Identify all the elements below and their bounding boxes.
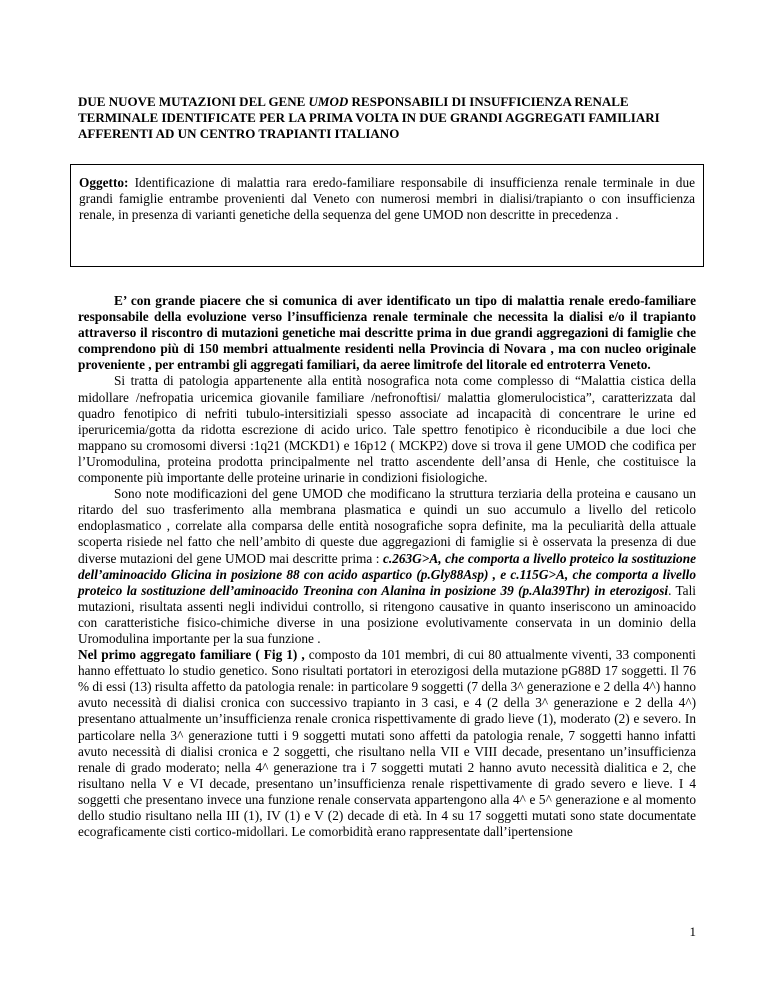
subject-box bbox=[70, 164, 704, 267]
paragraph-mutations-text: Sono note modificazioni del gene UMOD che modificano la struttura terziaria della proteina e causano un ritardo del suo trasferimento alla membrana plasmatica e quindi un suo accumulo a livello del reticolo endoplasmatico , correlate alla comparsa delle entità nosografiche sopra definite, ma la peculiarità della attuale scoperta risiede nel fatto che nell’ambito di queste due aggregazioni di famiglie si è osservata la presenza di due diverse mutazioni del gene UMOD mai descritte prima : bbox=[78, 486, 696, 566]
subject-label: Oggetto: bbox=[79, 175, 129, 190]
paragraph-mutations-text-end: . Tali mutazioni, risultata assenti negli individui controllo, si ritengono causative in quanto inseriscono un aminoacido con caratteristiche fisico-chimiche diverse in una posizione evolutivamente conservata in un dominio della Uromodulina importante per la sua funzione . bbox=[78, 582, 696, 646]
document-body bbox=[78, 293, 696, 840]
title-text-continued: RESPONSABILI DI INSUFFICIENZA RENALE TERMINALE IDENTIFICATE PER LA PRIMA VOLTA IN DUE GRANDI AGGREGATI FAMILIARI AFFERENTI AD UN CENTRO TRAPIANTI ITALIANO bbox=[78, 94, 660, 141]
document-title bbox=[78, 94, 698, 142]
title-gene-name: UMOD bbox=[308, 94, 349, 109]
first-family-text: composto da 101 membri, di cui 80 attualmente viventi, 33 componenti hanno effettuato lo studio genetico. Sono risultati portatori in eterozigosi della mutazione pG88D 17 soggetti. Il 76 % di essi (13) risulta affetto da patologia renale: in particolare 9 soggetti (7 della 3^ generazione e 2 della 4^) hanno avuto necessità di dialisi cronica con successivo trapianto in 3 casi, e 4 (2 della 3^ generazione e 2 della 4^) presentano attualmente un’insufficienza renale cronica rispettivamente di grado lieve (1), moderato (2) e severo. In particolare nella 3^ generazione tutti i 9 soggetti mutati sono affetti da patologia renale, 7 soggetti hanno infatti avuto necessità di dialisi cronica e 2 soggetti, che risultano nella VII e VIII decade, presentano un’insufficienza renale di grado moderato; nella 4^ generazione tra i 7 soggetti mutati 2 hanno avuto necessità dialitica e 2, che risultano nella V e VI decade, presentano un’insufficienza renale rispettivamente di grado severo e lieve. I 4 soggetti che presentano invece una funzione renale conservata appartengono alla 4^ e 5^ generazione e al momento dello studio risultano nella III (1), IV (1) e V (2) decade di età. In 4 su 17 soggetti mutati sono state documentate ecograficamente cisti cortico-midollari. Le comorbidità erano rappresentate dall’ipertensione bbox=[78, 647, 696, 840]
page-number: 1 bbox=[689, 924, 696, 939]
paragraph-mutations bbox=[78, 486, 696, 647]
title-text: DUE NUOVE MUTAZIONI DEL GENE bbox=[78, 94, 309, 109]
paragraph-first-family bbox=[78, 647, 696, 840]
paragraph-intro: E’ con grande piacere che si comunica di aver identificato un tipo di malattia renale eredo-familiare responsabile della evoluzione verso l’insufficienza renale terminale che necessita la dialisi e/o il trapianto attraverso il riscontro di mutazioni genetiche mai descritte prima in due grandi aggregazioni di famiglie che comprendono più di 150 membri attualmente residenti nella Provincia di Novara , ma con nucleo originale proveniente , per entrambi gli aggregati familiari, da aeree limitrofe del litorale ed entroterra Veneto. bbox=[78, 293, 696, 373]
subject-text: Identificazione di malattia rara eredo-familiare responsabile di insufficienza renale terminale in due grandi famiglie entrambe provenienti dal Veneto con numerosi membri in dialisi/trapianto o con insufficienza renale, in presenza di varianti genetiche della sequenza del gene UMOD non descritte in precedenza . bbox=[79, 175, 695, 222]
mutation-description: c.263G>A, che comporta a livello proteico la sostituzione dell’aminoacido Glicina in posizione 88 con acido aspartico (p.Gly88Asp) , e c.115G>A, che comporta a livello proteico la sostituzione dell’aminoacido Treonina con Alanina in posizione 39 (p.Ala39Thr) in eterozigosi bbox=[78, 550, 696, 598]
first-family-lead: Nel primo aggregato familiare ( Fig 1) , bbox=[78, 647, 305, 663]
paragraph-pathology: Si tratta di patologia appartenente alla entità nosografica nota come complesso di “Malattia cistica della midollare /nefropatia uricemica giovanile familiare /nefronoftisi/ malattia glomerulocistica”, caratterizzata dal quadro fenotipico di nefriti tubulo-intersitiziali spesso associate ad incapacità di concentrare le urine ed iperuricemia/gotta da ridotta escrezione di acido urico. Tale spettro fenotipico è riconducibile a due loci che mappano su cromosomi diversi :1q21 (MCKD1) e 16p12 ( MCKP2) dove si trova il gene UMOD che codifica per l’Uromodulina, proteina prodotta principalmente nel tratto ascendente dell’ansa di Henle, che costituisce la componente più importante delle proteine urinarie in condizioni fisiologiche. bbox=[78, 373, 696, 486]
